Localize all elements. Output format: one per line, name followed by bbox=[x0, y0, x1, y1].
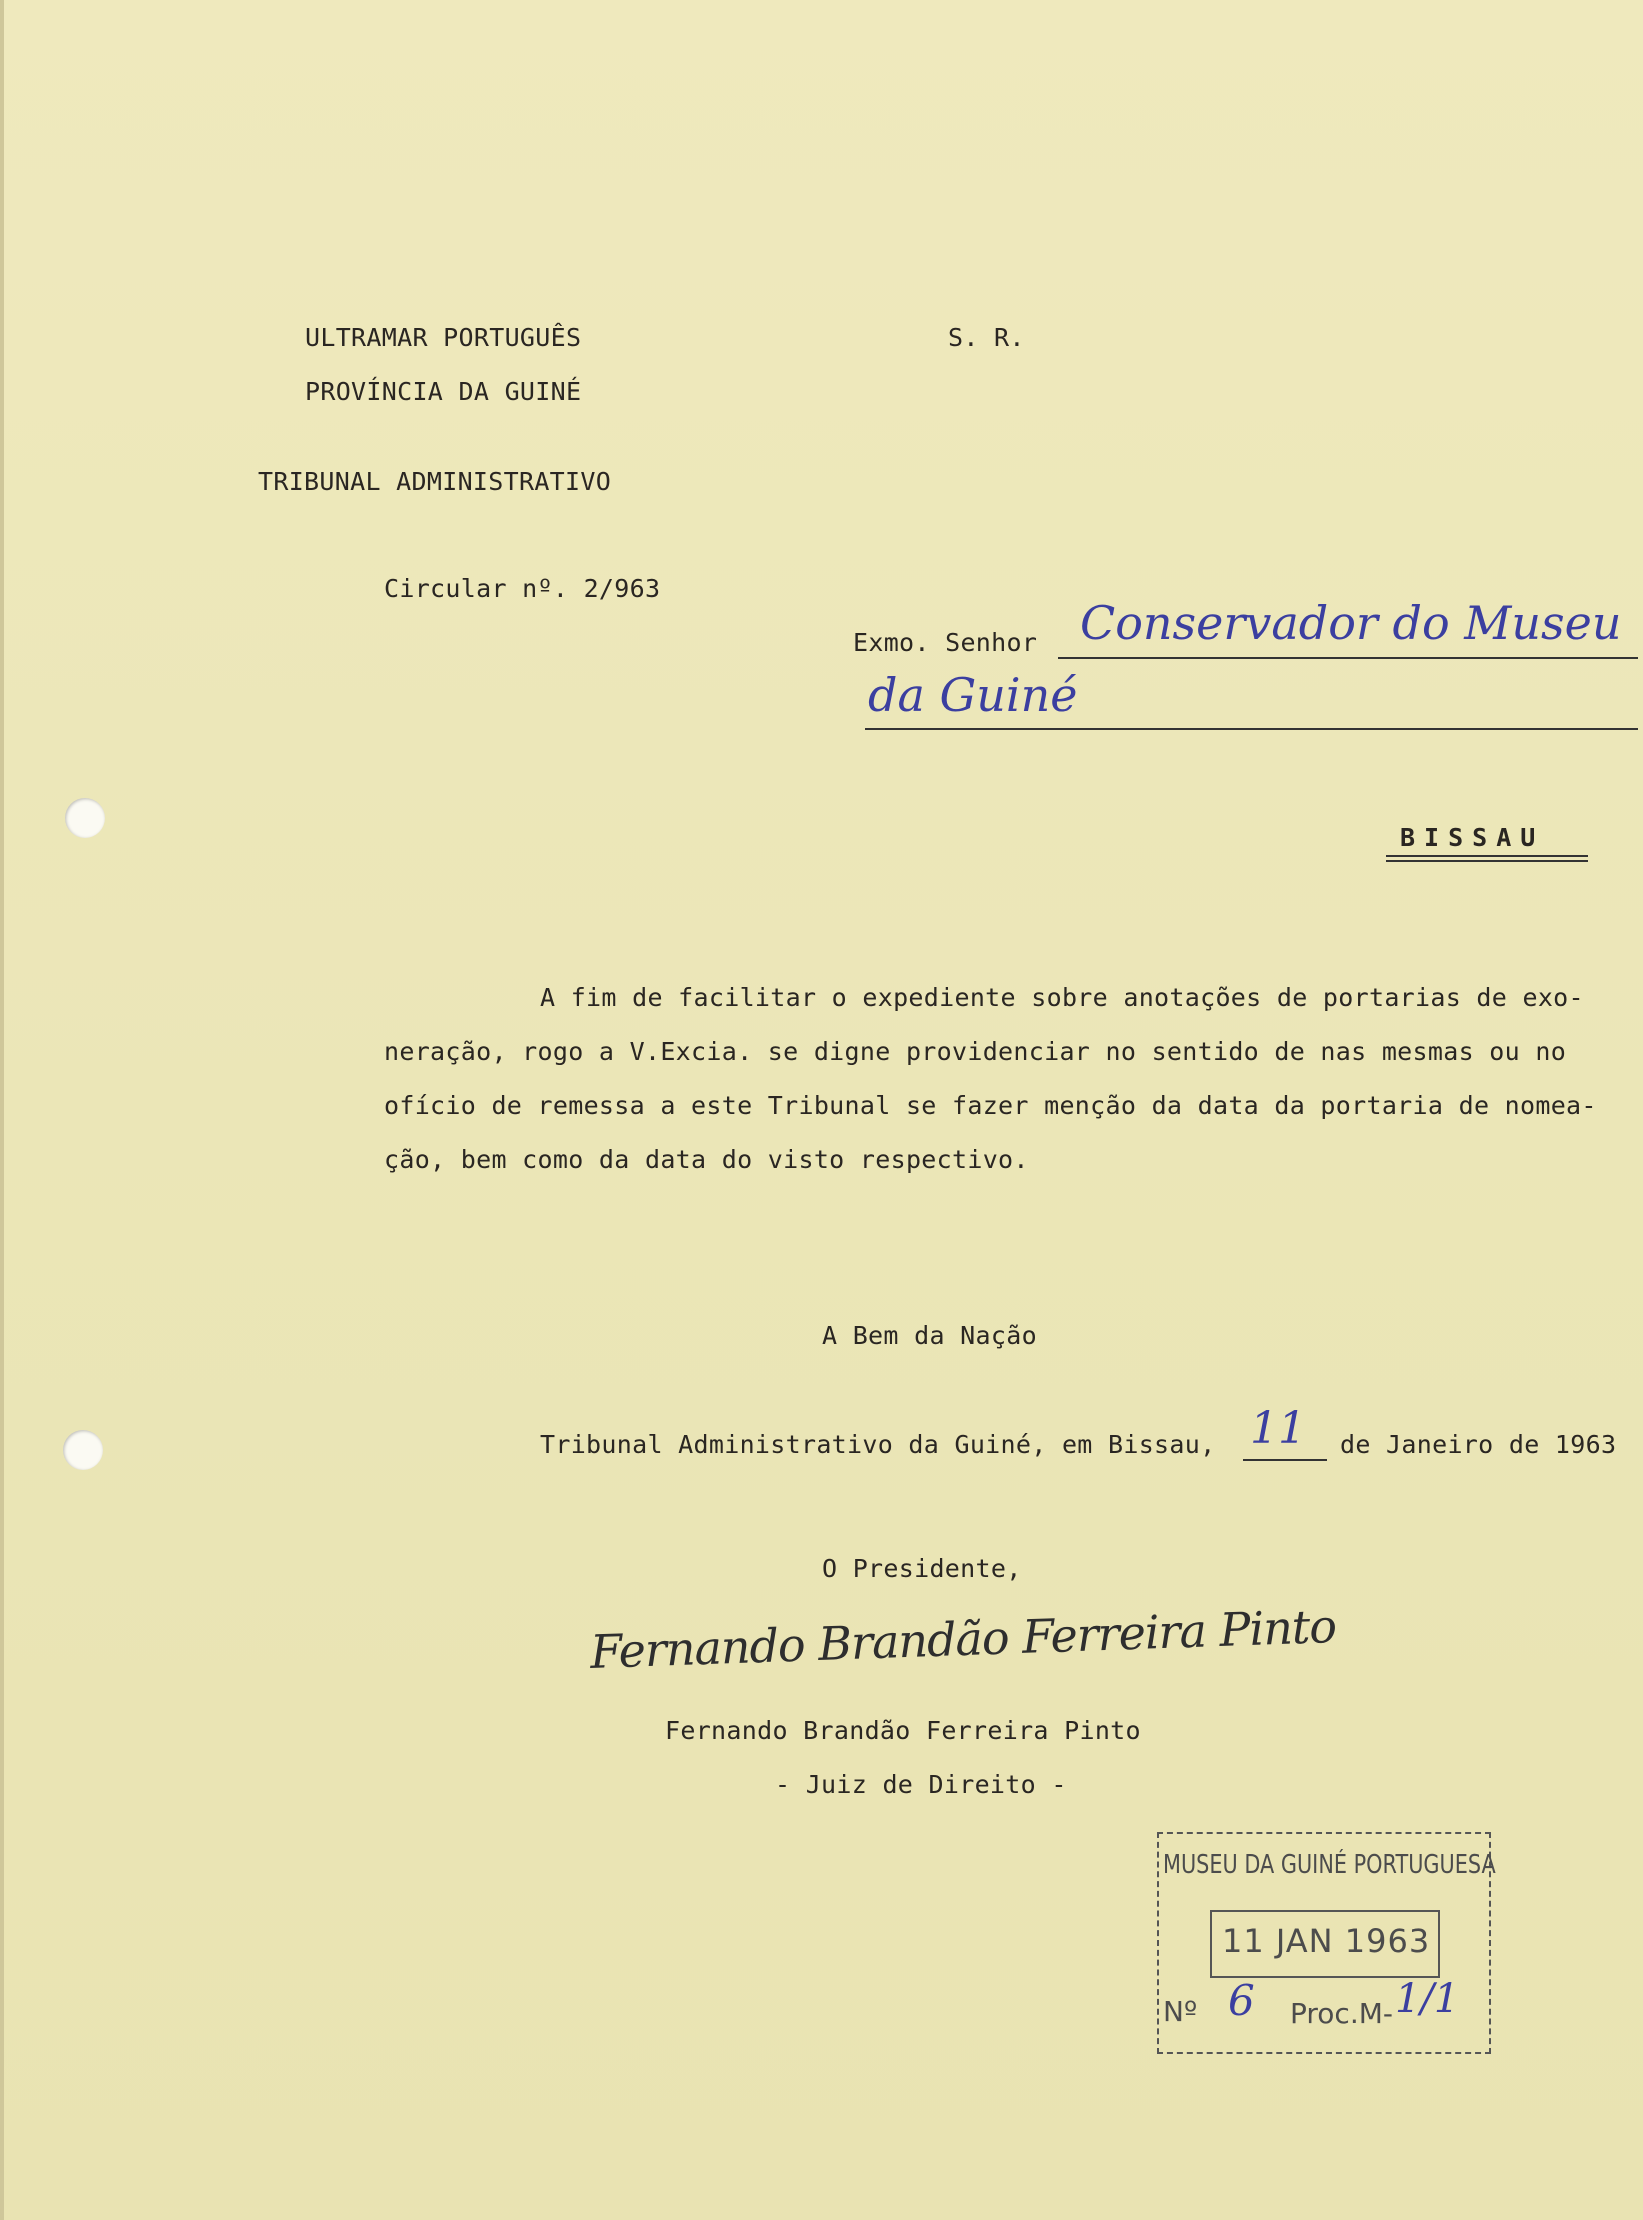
header-line3: TRIBUNAL ADMINISTRATIVO bbox=[258, 467, 612, 496]
day-handwritten: 11 bbox=[1250, 1403, 1306, 1454]
stamp-number-value: 6 bbox=[1228, 1976, 1255, 2025]
paper-edge bbox=[0, 0, 4, 2220]
city: BISSAU bbox=[1400, 823, 1545, 852]
city-underline-2 bbox=[1386, 860, 1588, 862]
punch-hole-bottom bbox=[63, 1430, 103, 1470]
city-underline-1 bbox=[1386, 855, 1588, 857]
circular-number: Circular nº. 2/963 bbox=[384, 574, 661, 603]
signature: Fernando Brandão Ferreira Pinto bbox=[589, 1598, 1337, 1680]
addressee-line1-rule bbox=[1058, 657, 1638, 659]
header-line1: ULTRAMAR PORTUGUÊS bbox=[305, 323, 582, 352]
stamp-date: 11 JAN 1963 bbox=[1222, 1922, 1431, 1960]
place-suffix: de Janeiro de 1963 bbox=[1340, 1430, 1617, 1459]
stamp-number-label: Nº bbox=[1163, 1995, 1198, 2028]
body-line-3: ofício de remessa a este Tribunal se fazer menção da data da portaria de nomea- bbox=[384, 1091, 1597, 1120]
addressee-line2-rule bbox=[865, 728, 1638, 730]
body-line-4: ção, bem como da data do visto respectivo. bbox=[384, 1145, 1029, 1174]
body-line-2: neração, rogo a V.Excia. se digne providenciar no sentido de nas mesmas ou no bbox=[384, 1037, 1567, 1066]
addressee-handwritten-2: da Guiné bbox=[868, 668, 1078, 722]
addressee-handwritten-1: Conservador do Museu bbox=[1080, 596, 1622, 650]
stamp-proc-value: 1/1 bbox=[1395, 1976, 1460, 2022]
stamp-institution: MUSEU DA GUINÉ PORTUGUESA bbox=[1163, 1850, 1496, 1880]
header-line2: PROVÍNCIA DA GUINÉ bbox=[305, 377, 582, 406]
punch-hole-top bbox=[65, 798, 105, 838]
body-line-1: A fim de facilitar o expediente sobre anotações de portarias de exo- bbox=[540, 983, 1584, 1012]
place-prefix: Tribunal Administrativo da Guiné, em Bissau, bbox=[540, 1430, 1216, 1459]
signatory-role: O Presidente, bbox=[822, 1554, 1022, 1583]
addressee-label: Exmo. Senhor bbox=[853, 628, 1038, 657]
signatory-name: Fernando Brandão Ferreira Pinto bbox=[665, 1716, 1141, 1745]
day-rule bbox=[1243, 1459, 1327, 1461]
signatory-title: - Juiz de Direito - bbox=[775, 1770, 1067, 1799]
header-code: S. R. bbox=[948, 323, 1025, 352]
salutation: A Bem da Nação bbox=[822, 1321, 1037, 1350]
stamp-proc-label: Proc.M- bbox=[1290, 1997, 1393, 2030]
